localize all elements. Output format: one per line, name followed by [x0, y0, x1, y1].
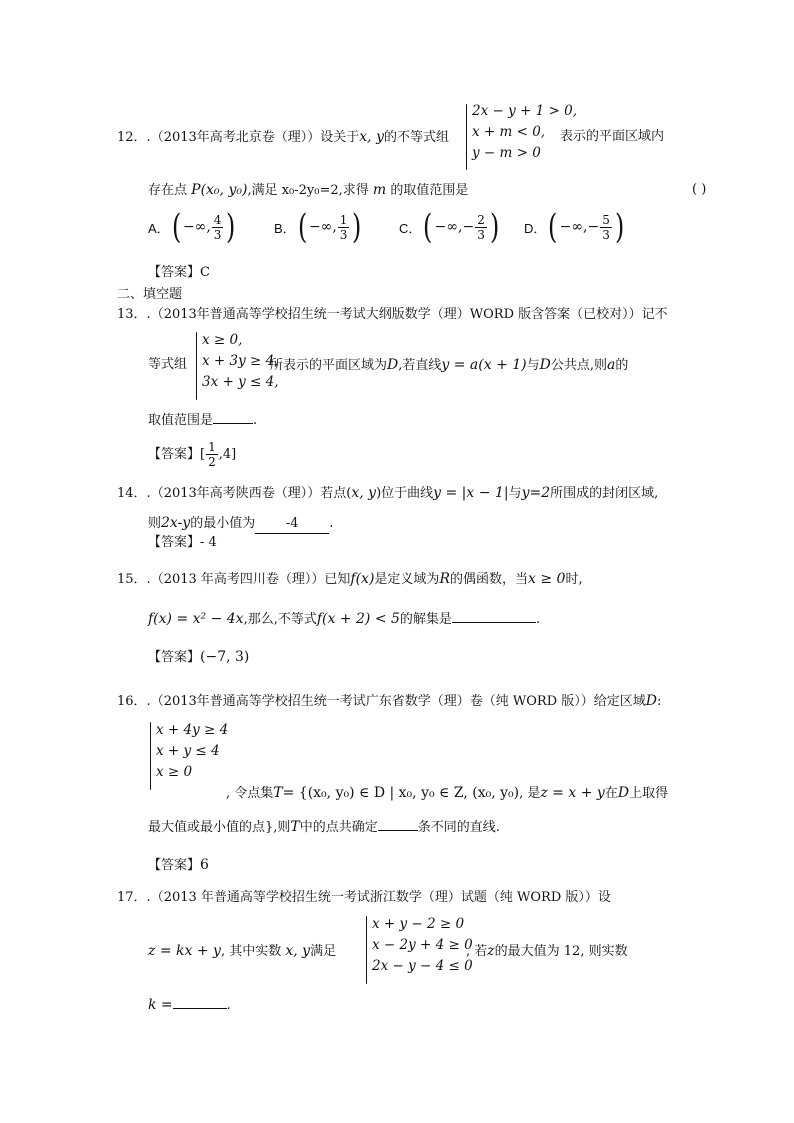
q15-answer: 【答案】(−7, 3) [148, 649, 250, 665]
q13-number: 13．. [117, 307, 151, 322]
q17-number: 17．. [117, 890, 151, 905]
q15-line2: f(x) = x² − 4x,那么,不等式f(x + 2) < 5的解集是 . [148, 611, 541, 627]
q17-line3: k = . [148, 997, 231, 1013]
q15-number: 15．. [117, 572, 151, 587]
q16-blank [378, 830, 418, 831]
q17-system-brace [366, 916, 367, 984]
q12-system-brace [466, 104, 467, 170]
q17-inequality-system: x + y − 2 ≥ 0 x − 2y + 4 ≥ 0 2x − y − 4 ≤ 0 [372, 916, 473, 974]
q16-line3: 最大值或最小值的点},则T中的点共确定 条不同的直线. [148, 819, 500, 835]
q12-choice-b: B． ( −∞, $\frac{1}{3}$ ) [274, 207, 362, 247]
q14-number: 14．. [117, 486, 151, 501]
q16-line1: 16．.（2013年普通高等学校招生统一考试广东省数学（理）卷（纯 WORD 版））给定区域D: [117, 693, 662, 709]
q14-blank: -4 [255, 515, 329, 534]
q14-line1: 14．.（2013年高考陕西卷（理））若点(x, y)位于曲线y = |x − 1|与y=2所围成的封闭区域, [117, 485, 659, 501]
q13-line1: 13．.（2013年普通高等学校招生统一考试大纲版数学（理）WORD 版含答案（已校对））记不 [117, 307, 668, 322]
q14-line2: 则2x-y的最小值为 -4 . [148, 514, 333, 534]
q16-line2: , 令点集T= {(x₀, y₀) ∈ D | x₀, y₀ ∈ Z, (x₀, y₀), 是z = x + y在D上取得 [226, 785, 669, 801]
q12-line1-end: 表示的平面区域内 [560, 129, 665, 144]
q12-choice-c: C． ( −∞, − $\frac{2}{3}$ ) [399, 207, 500, 247]
q12-line1: 12．.（2013年高考北京卷（理））设关于x, y的不等式组 [117, 129, 450, 145]
q16-answer: 【答案】6 [148, 857, 209, 873]
q12-answer-paren: ( ) [692, 182, 707, 197]
q13-line2-rest: 所表示的平面区域为D,若直线y = a(x + 1)与D公共点,则a的 [270, 357, 629, 373]
q13-answer: 【答案】 [ $\frac{1}{2}$ ,4] [148, 440, 237, 469]
section-heading: 二、填空题 [117, 287, 183, 302]
q16-number: 16．. [117, 694, 151, 709]
q17-line2-end: , 若z的最大值为 12, 则实数 [466, 943, 628, 959]
q12-number: 12．. [117, 130, 151, 145]
q13-system-brace [196, 332, 197, 400]
q14-answer: 【答案】- 4 [148, 535, 217, 550]
q15-line1: 15．.（2013 年高考四川卷（理））已知f(x)是定义域为R的偶函数，当x ≥ 0时, [117, 571, 583, 587]
q12-answer: 【答案】C [148, 265, 210, 280]
q12-inequality-system: 2x − y + 1 > 0, x + m < 0, y − m > 0 [472, 103, 577, 161]
q13-line2-start: 等式组 [148, 357, 188, 372]
q16-system-brace [150, 722, 151, 790]
q12-choice-a: A． ( −∞, $\frac{4}{3}$ ) [148, 207, 236, 247]
q15-blank [452, 622, 536, 623]
q16-inequality-system: x + 4y ≥ 4 x + y ≤ 4 x ≥ 0 [156, 722, 229, 780]
q12-line2: 存在点 P(x₀, y₀),满足 x₀-2y₀=2,求得 m 的取值范围是 [148, 182, 469, 198]
q17-line1: 17．.（2013 年普通高等学校招生统一考试浙江数学（理）试题（纯 WORD 版））设 [117, 890, 611, 905]
q17-line2-start: z = kx + y, 其中实数 x, y满足 [148, 943, 337, 959]
q13-blank [213, 423, 253, 424]
q13-line3: 取值范围是 . [148, 413, 258, 428]
q17-blank [173, 1008, 227, 1009]
q13-inequality-system: x ≥ 0, x + 3y ≥ 4, 3x + y ≤ 4, [202, 332, 279, 390]
q12-choice-d: D． ( −∞, − $\frac{5}{3}$ ) [524, 207, 625, 247]
